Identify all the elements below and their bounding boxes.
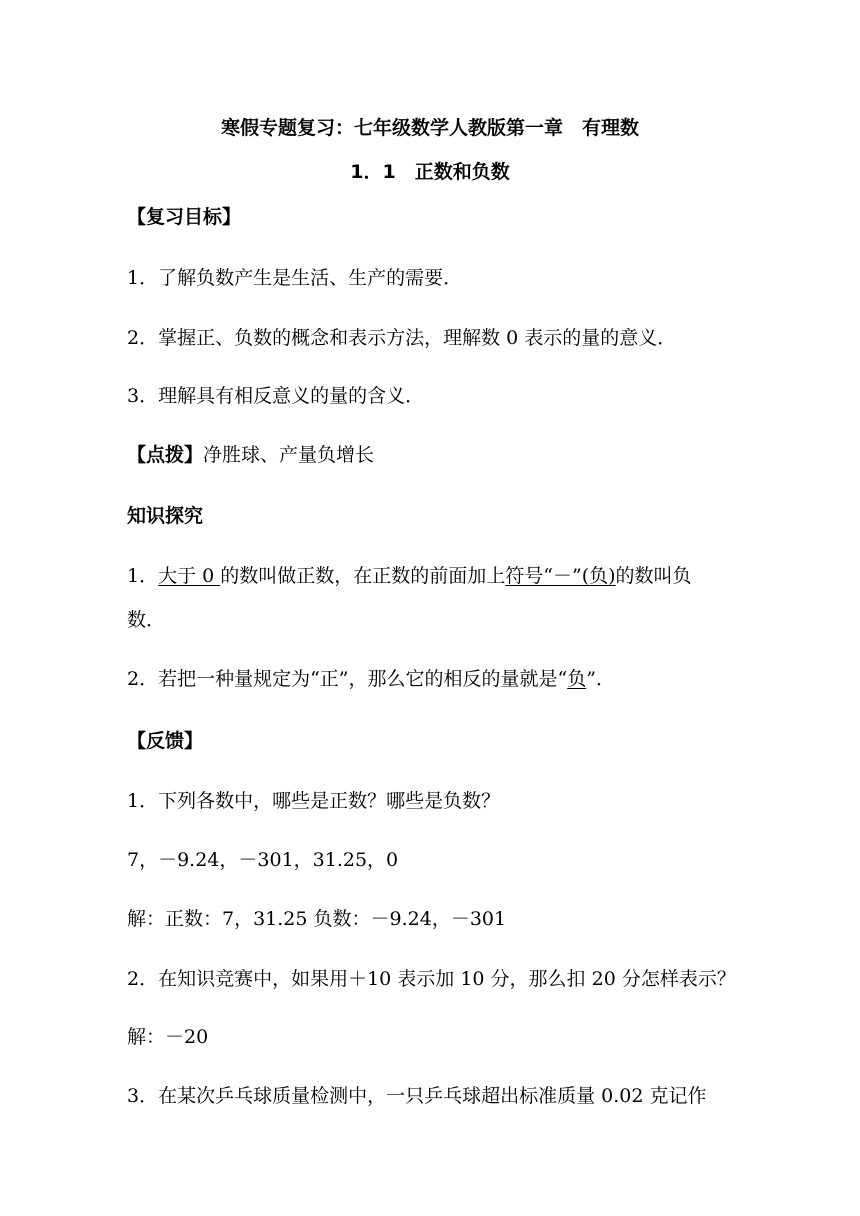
goals-heading: 【复习目标】	[127, 206, 242, 228]
feedback-question-1-numbers: 7，－9.24，－301，31.25，0	[127, 849, 399, 871]
feedback-answer-2: 解：－20	[127, 1026, 209, 1048]
tip-text: 净胜球、产量负增长	[203, 444, 375, 466]
feedback-answer-1: 解：正数：7，31.25 负数：－9.24，－301	[127, 908, 507, 930]
goal-item-3: 3．理解具有相反意义的量的含义．	[127, 385, 425, 407]
explore-item-1-blank-1: 大于 0	[158, 565, 221, 587]
explore-heading: 知识探究	[127, 505, 204, 527]
explore-item-1-continuation: 数．	[127, 609, 166, 631]
explore-item-1-blank-2: 符号“－”(负)	[505, 565, 616, 587]
explore-item-1	[127, 564, 692, 588]
explore-item-2	[127, 667, 615, 691]
tip-line	[127, 443, 374, 467]
feedback-heading: 【反馈】	[127, 730, 204, 752]
explore-item-2-suffix: ”．	[586, 668, 615, 690]
explore-item-1-prefix: 1．	[127, 565, 159, 587]
feedback-question-3: 3．在某次乒乓球质量检测中，一只乒乓球超出标准质量 0.02 克记作	[127, 1085, 707, 1107]
feedback-question-2: 2．在知识竞赛中，如果用＋10 表示加 10 分，那么扣 20 分怎样表示？	[127, 968, 736, 990]
tip-heading: 【点拨】	[127, 444, 204, 466]
explore-item-1-middle: 的数叫做正数，在正数的前面加上	[220, 565, 506, 587]
explore-item-2-prefix: 2．若把一种量规定为“正”，那么它的相反的量就是“	[127, 668, 568, 690]
document-title: 寒假专题复习：七年级数学人教版第一章 有理数	[220, 117, 639, 139]
goal-item-1: 1．了解负数产生是生活、生产的需要．	[127, 267, 463, 289]
goal-item-2: 2．掌握正、负数的概念和表示方法，理解数 0 表示的量的意义．	[127, 327, 677, 349]
explore-item-1-suffix: 的数叫负	[615, 565, 692, 587]
feedback-question-1: 1．下列各数中，哪些是正数？哪些是负数？	[127, 790, 501, 812]
section-subtitle: 1．1 正数和负数	[350, 161, 510, 183]
explore-item-2-blank: 负	[567, 668, 587, 690]
